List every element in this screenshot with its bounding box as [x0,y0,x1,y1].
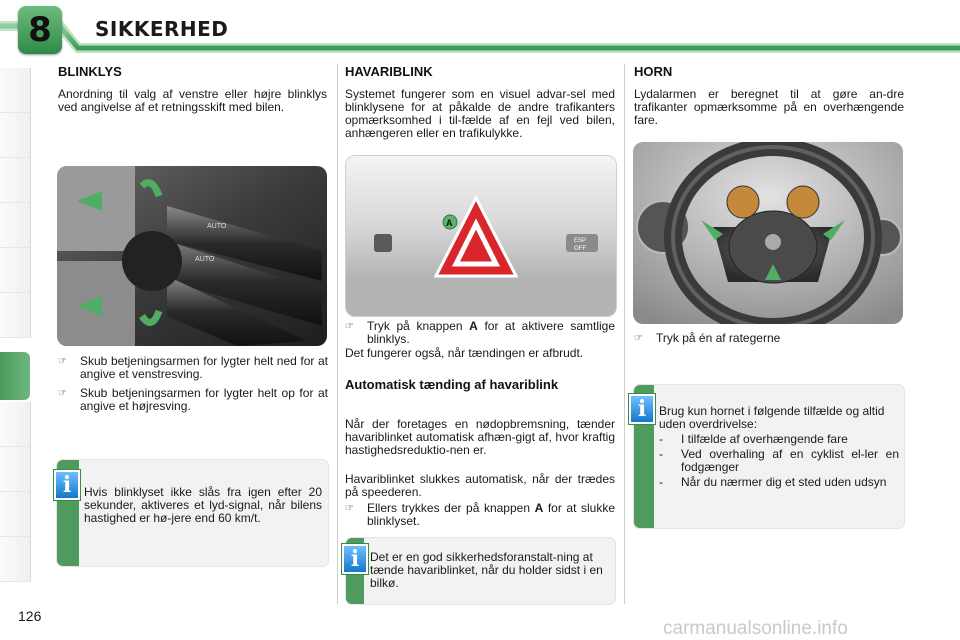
info-text: Hvis blinklyset ikke slås fra igen efter 20 sekunder, aktiveres et lyd-signal, når bilens hastighed er hø-jere end 60 km/t. [84,485,322,525]
info-list-item: - Når du nærmer dig et sted uden udsyn [659,475,887,489]
stalk-label-auto: AUTO [207,223,227,230]
horn-intro: Lydalarmen er beregnet til at gøre an-dre trafikanter opmærksomme på en overhængende fare. [634,87,904,127]
esp-off-label: OFF [574,246,586,252]
hazard-key-marker: A [446,218,453,228]
chapter-tab[interactable] [0,293,31,338]
info-icon: i [342,544,368,574]
info-list-item: - Ved overhaling af en cyklist el-ler en fodgænger [659,447,899,474]
bullet-item: ☞ Ellers trykkes der på knappen A for at slukke blinklyset. [345,501,615,528]
turn-signal-stalk-photo [57,166,327,346]
hand-pointer-icon: ☞ [345,503,354,514]
blinklys-heading: BLINKLYS [58,64,122,79]
info-text: Brug kun hornet i følgende tilfælde og altid uden overdrivelse: - I tilfælde af overhængende fare - Ved overhaling af en cyklist el-ler en fodgænger - Når du nærmer dig et sted uden udsyn [659,404,899,489]
chapter-badge: 8 [18,6,62,54]
column-divider [624,64,625,604]
hand-pointer-icon: ☞ [634,333,643,344]
chapter-tab[interactable] [0,447,31,492]
chapter-tab[interactable] [0,158,31,203]
blinklys-intro: Anordning til valg af venstre eller højre blinklys ved angivelse af et retningsskift med bilen. [58,87,327,114]
esp-label: ESP [574,238,587,244]
steering-wheel-photo [633,142,903,324]
chapter-tab[interactable] [0,113,31,158]
chapter-tab[interactable] [0,203,31,248]
auto-hazard-para1: Når der foretages en nødopbremsning, tænder havariblinket automatisk afhæn-gigt af, hvor kraftig hastighedsreduktio-nen er. [345,417,615,457]
chapter-tab[interactable] [0,248,31,293]
hazard-button-photo [345,155,617,317]
bullet-item: ☞ Tryk på én af rategerne [634,331,781,345]
watermark: carmanualsonline.info [663,618,848,639]
chapter-tab[interactable] [0,492,31,537]
bullet-item: ☞ Skub betjeningsarmen for lygter helt op for at angive et højresving. [58,386,328,413]
hand-pointer-icon: ☞ [345,321,354,332]
chapter-tab[interactable] [0,537,31,582]
page-number: 126 [18,608,42,624]
key-a: A [469,319,478,333]
chapter-tab[interactable] [0,402,31,447]
key-a: A [534,501,544,515]
hand-pointer-icon: ☞ [58,356,67,367]
hand-pointer-icon: ☞ [58,388,67,399]
info-icon: i [54,470,80,500]
page-title: SIKKERHED [95,17,229,41]
stalk-label-auto: AUTO [195,256,215,263]
bullet-item: ☞ Tryk på knappen A for at aktivere samtlige blinklys. [345,319,615,346]
auto-hazard-heading: Automatisk tænding af havariblink [345,377,559,392]
chapter-tab-active[interactable] [0,352,30,400]
bullet-item: ☞ Skub betjeningsarmen for lygter helt ned for at angive et venstresving. [58,354,328,381]
havariblink-heading: HAVARIBLINK [345,64,433,79]
auto-hazard-para2: Havariblinket slukkes automatisk, når der trædes på speederen. [345,472,615,499]
info-icon: i [629,394,655,424]
chapter-tab[interactable] [0,68,31,113]
column-divider [337,64,338,604]
horn-heading: HORN [634,64,673,79]
note-text: Det fungerer også, når tændingen er afbrudt. [345,346,584,360]
havariblink-intro: Systemet fungerer som en visuel advar-sel med blinklysene for at påkalde de andre trafikanters opmærksomhed i til-fælde af en fejl ved bilen, anhængeren eller en trafikulykke. [345,87,615,140]
info-text: Det er en god sikkerhedsforanstalt-ning at tænde havariblinket, når du holder sidst i en bilkø. [370,550,603,590]
info-list-item: - I tilfælde af overhængende fare [659,432,848,446]
